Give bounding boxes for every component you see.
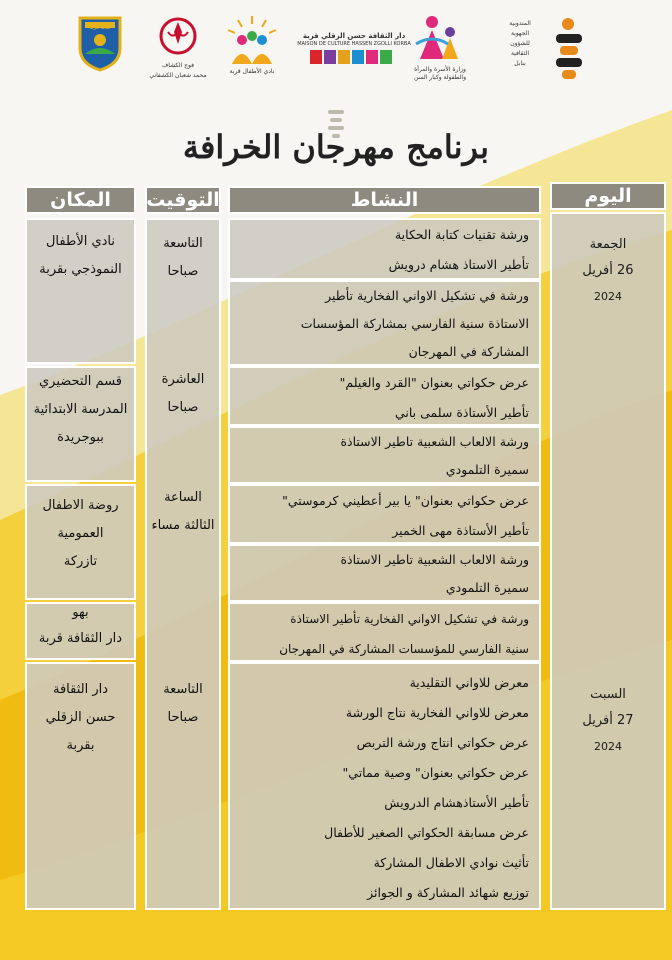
day-date: 27 أفريل: [582, 713, 634, 728]
activity-line: ورشة الالعاب الشعبية تاطير الاستاذة: [340, 434, 529, 449]
time-slot-1: [145, 230, 221, 286]
header-place: المكان: [25, 186, 136, 214]
activity-row-4: [228, 426, 541, 484]
municipality-logo: [70, 14, 130, 72]
place-line: النموذجي بقربة: [39, 262, 122, 277]
activity-line: سنية الفارسي للمؤسسات المشاركة في المهرجان: [279, 642, 529, 656]
place-line: قسم التحضيري: [38, 374, 123, 389]
place-line: نادي الأطفال: [45, 234, 116, 249]
time-line: الثالثة مساء: [151, 518, 215, 533]
day-year: 2024: [594, 740, 622, 753]
time-line: صباحا: [167, 264, 199, 279]
logo-caption: MAISON DE CULTURE HASSEN ZGOLLI KORBA: [297, 41, 411, 47]
activity-line: عرض حكواتي بعنوان" يا بير أعطيني كرموستي": [282, 493, 529, 508]
time-line: التاسعة: [163, 236, 203, 251]
children-club-logo-icon: [222, 14, 282, 66]
activity-line: سميرة التلمودي: [445, 580, 529, 595]
place-line: المدرسة الابتدائية: [33, 402, 128, 417]
scouts-logo-icon: [158, 14, 198, 60]
place-line: ببوجريدة: [57, 430, 104, 445]
activity-line: عرض حكواتي بعنوان" وصية مماتي": [342, 765, 529, 780]
place-text-2: [25, 368, 136, 452]
place-line: بهو: [72, 605, 89, 620]
activity-row-1: [228, 218, 541, 280]
children-family-ministry-logo: [410, 14, 470, 82]
place-line: روضة الاطفال: [42, 498, 119, 513]
activity-line: المشاركة في المهرجان: [408, 344, 529, 359]
logo-caption: الجهوية: [510, 30, 530, 37]
sponsor-logos: [70, 14, 610, 94]
place-line: العمومية: [57, 526, 104, 541]
time-slot-3: [142, 484, 224, 540]
header-day: اليوم: [550, 182, 666, 210]
municipality-logo-icon: [75, 14, 125, 72]
activity-line: تأثيث نوادي الاطفال المشاركة: [373, 855, 529, 870]
activity-line: سميرة التلمودي: [445, 462, 529, 477]
place-text-1: [25, 228, 136, 284]
activity-row-7: [228, 602, 541, 662]
activity-line: ورشة في تشكيل الاواني الفخارية تأطير: [325, 288, 529, 303]
activity-line: الاستاذة سنية الفارسي بمشاركة المؤسسات: [300, 316, 529, 331]
children-club-logo: [220, 14, 284, 76]
time-slot-2: [145, 366, 221, 422]
activity-line: تأطير الأستاذة مهى الخمير: [392, 523, 529, 538]
day-name: الجمعة: [589, 237, 627, 252]
logo-caption: محمد شعبان الكشفاني: [149, 72, 207, 79]
time-line: التاسعة: [163, 682, 203, 697]
activity-line: عرض حكواتي بعنوان "القرد والغيلم": [339, 375, 529, 390]
day-date: 26 أفريل: [582, 263, 634, 278]
place-text-4: [25, 600, 136, 652]
day-friday: [550, 232, 666, 310]
culture-ministry-logo: [490, 14, 590, 84]
activity-line: ورشة في تشكيل الاواني الفخارية تأطير الاستاذة: [290, 612, 529, 626]
day-name: السبت: [590, 687, 626, 702]
logo-caption: بلدية قربة: [89, 25, 111, 31]
place-line: حسن الزقلي: [45, 710, 116, 725]
activity-row-2: [228, 280, 541, 366]
activity-line: تأطير الأستاذهشام الدرويش: [384, 795, 529, 810]
logo-caption: وزارة الأسرة والمرأة والطفولة وكبار السن: [413, 66, 466, 81]
activity-line: معرض للاواني الفخارية نتاج الورشة: [345, 705, 529, 720]
culture-house-logo: [297, 14, 411, 66]
activity-line: تأطير الاستاذ هشام درويش: [388, 257, 529, 272]
logo-caption: دار الثقافة حسن الزقلي قربة: [302, 32, 406, 40]
activity-line: عرض حكواتي انتاج ورشة التربص: [356, 735, 529, 750]
activity-line: ورشة تقنيات كتابة الحكاية: [394, 227, 529, 242]
activity-line: توزيع شهائد المشاركة و الجوائز: [367, 885, 529, 900]
activity-line: تأطير الأستاذة سلمى باني: [394, 405, 529, 420]
scouts-logo: [148, 14, 208, 80]
header-time: التوقيت: [145, 186, 221, 214]
time-slot-4: [145, 676, 221, 732]
place-line: دار الثقافة قربة: [38, 631, 123, 646]
day-saturday: [550, 682, 666, 760]
logo-caption: بنابل: [514, 60, 526, 67]
logo-caption: الثقافية: [510, 50, 530, 57]
activity-line: معرض للاواني التقليدية: [409, 675, 529, 690]
time-column: [145, 218, 221, 910]
activity-row-6: [228, 544, 541, 602]
place-line: تازركة: [63, 554, 98, 569]
activity-line: ورشة الالعاب الشعبية تاطير الاستاذة: [340, 552, 529, 567]
time-line: صباحا: [167, 710, 199, 725]
place-text-5: [25, 676, 136, 760]
time-line: الساعة: [164, 490, 202, 505]
place-line: دار الثقافة: [52, 682, 109, 697]
logo-caption: نادي الأطفال قربة: [229, 68, 275, 75]
activity-row-3: [228, 366, 541, 426]
children-family-ministry-logo-icon: [412, 14, 468, 64]
logo-caption: للشؤون: [510, 40, 530, 47]
time-line: العاشرة: [161, 372, 205, 387]
activity-row-5: [228, 484, 541, 544]
culture-house-logo-icon: [308, 48, 400, 66]
time-line: صباحا: [167, 400, 199, 415]
place-line: بقربة: [66, 738, 95, 753]
logo-caption: فوج الكشاف: [162, 62, 194, 69]
header-activity: النشاط: [228, 186, 541, 214]
day-year: 2024: [594, 290, 622, 303]
activity-row-8: [228, 662, 541, 910]
logo-caption: المندوبية: [509, 20, 531, 27]
place-text-3: [25, 492, 136, 576]
page-title: برنامج مهرجان الخرافة: [182, 128, 490, 166]
activity-line: عرض مسابقة الحكواتي الصغير للأطفال: [324, 825, 529, 840]
day-column: [550, 212, 666, 910]
